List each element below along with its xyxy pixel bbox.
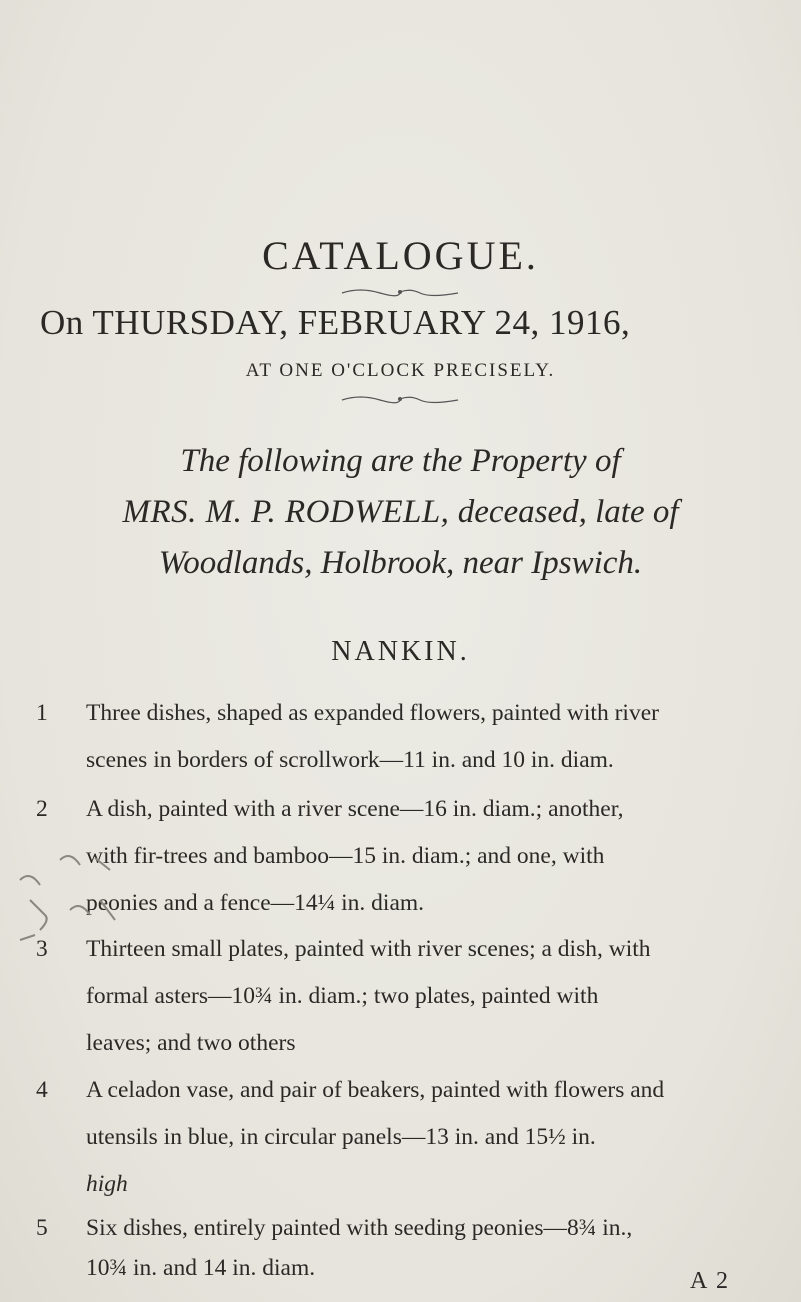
lot-number: 1: [36, 700, 48, 726]
lot-description-line: A celadon vase, and pair of beakers, painted with flowers and: [86, 1077, 665, 1103]
lot-number: 4: [36, 1077, 48, 1103]
lot-number: 5: [36, 1215, 48, 1241]
lot-description-line: A dish, painted with a river scene—16 in. diam.; another,: [86, 796, 624, 822]
lot-description-line: leaves; and two others: [86, 1030, 296, 1056]
lot-number: 2: [36, 796, 48, 822]
owner-status: deceased, late of: [449, 494, 679, 530]
lot-description-line: Thirteen small plates, painted with river scenes; a dish, with: [86, 936, 651, 962]
lot-description-line: 10¾ in. and 14 in. diam.: [86, 1255, 316, 1281]
owner-name: MRS. M. P. RODWELL,: [122, 494, 450, 530]
property-owner: [0, 494, 801, 531]
lot-number: 3: [36, 936, 48, 962]
lot-item: [36, 1208, 786, 1288]
lot-description-line: with fir-trees and bamboo—15 in. diam.; and one, with: [86, 843, 605, 869]
page-title: CATALOGUE.: [262, 233, 539, 278]
lot-description-line: Six dishes, entirely painted with seeding peonies—8¾ in.,: [86, 1215, 633, 1241]
sale-date: On THURSDAY, FEBRUARY 24, 1916,: [40, 303, 631, 342]
lot-description-line: formal asters—10¾ in. diam.; two plates, painted with: [86, 983, 599, 1009]
property-intro: The following are the Property of: [180, 443, 621, 479]
lot-description-line: scenes in borders of scrollwork—11 in. and 10 in. diam.: [86, 747, 614, 773]
lot-description-line: utensils in blue, in circular panels—13 in. and 15½ in.: [86, 1124, 596, 1150]
signature-mark: A 2: [690, 1268, 731, 1294]
divider-ornament-2: [340, 392, 460, 406]
property-location: Woodlands, Holbrook, near Ipswich.: [158, 545, 643, 581]
lot-item: [36, 1067, 786, 1208]
lot-description-line: peonies and a fence—14¼ in. diam.: [86, 890, 425, 916]
lot-item: [36, 690, 786, 784]
section-heading: NANKIN.: [331, 636, 470, 667]
sale-time: AT ONE O'CLOCK PRECISELY.: [245, 360, 556, 381]
lot-description-line: high: [86, 1171, 128, 1197]
pencil-annotation-mark: [0, 840, 150, 970]
divider-ornament: [340, 285, 460, 299]
lot-description-line: Three dishes, shaped as expanded flowers, painted with river: [86, 700, 659, 726]
